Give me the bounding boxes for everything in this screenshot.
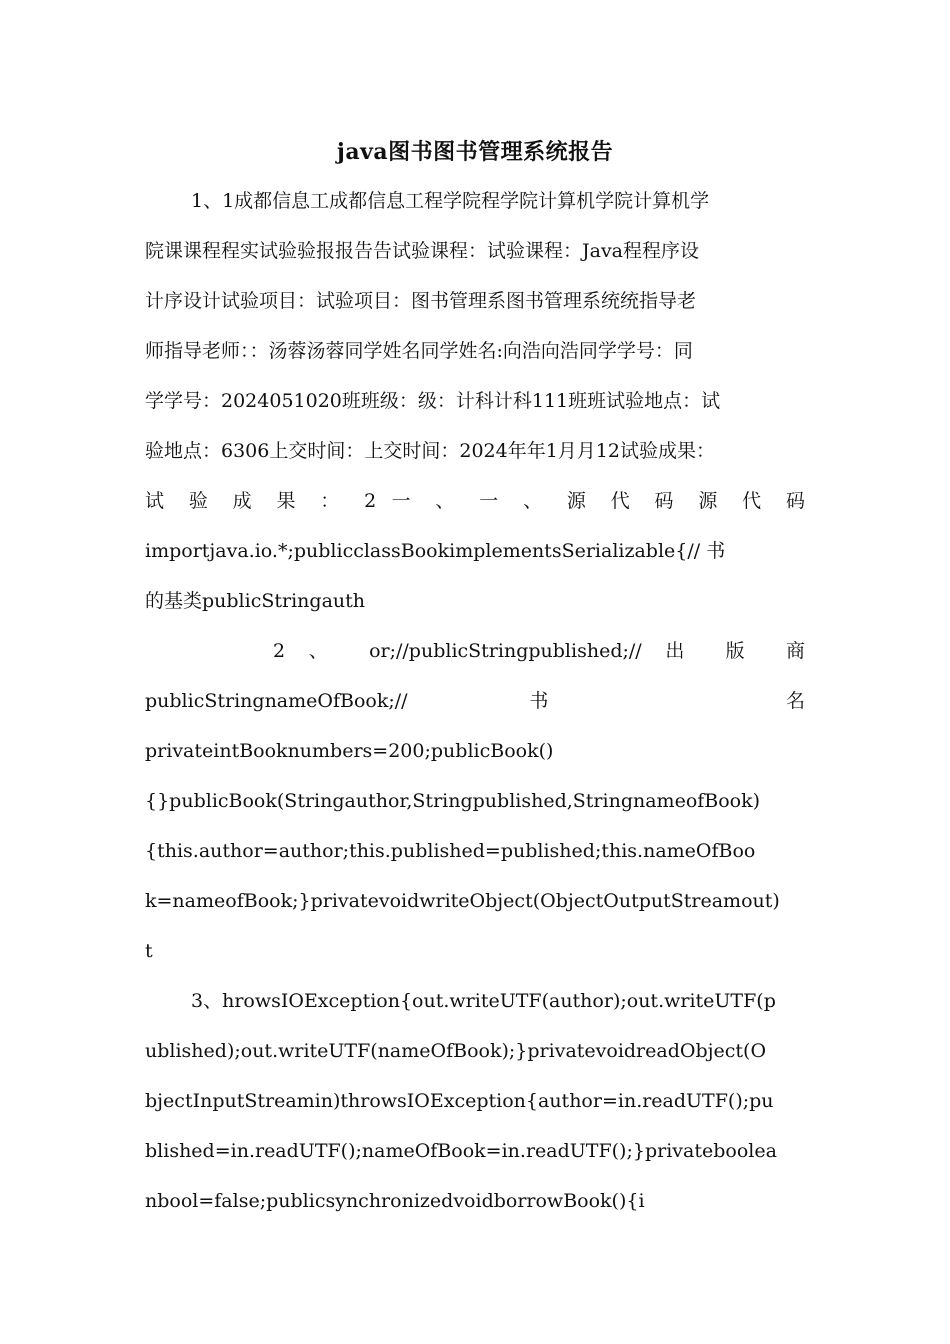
body-line: 师指导老师：：汤蓉汤蓉同学姓名同学姓名:向浩向浩同学学号：同 [145, 340, 693, 362]
code-line: nbool=false;publicsynchronizedvoidborrowBook(){i [145, 1190, 645, 1212]
code-line: ublished);out.writeUTF(nameOfBook);}privatevoidreadObject(O [145, 1040, 767, 1062]
code-line: blished=in.readUTF();nameOfBook=in.readUTF();}privateboolea [145, 1140, 777, 1162]
code-line: {this.author=author;this.published=published;this.nameOfBoo [145, 840, 756, 862]
document-title: java图书图书管理系统报告 [336, 139, 614, 165]
code-line: privateintBooknumbers=200;publicBook() [145, 740, 554, 762]
code-line: 3、hrowsIOException{out.writeUTF(author);out.writeUTF(p [191, 990, 776, 1012]
body-line: 1、1成都信息工成都信息工程学院程学院计算机学院计算机学 [191, 190, 710, 212]
code-line: 2 、 or;//publicStringpublished;// 出 版 商 [273, 640, 805, 662]
code-line: k=nameofBook;}privatevoidwriteObject(ObjectOutputStreamout) [145, 890, 780, 912]
body-line: 计序设计试验项目：试验项目：图书管理系图书管理系统统指导老 [145, 290, 697, 312]
body-line: 院课课程程实试验验报报告告试验课程：试验课程：Java程程序设 [145, 240, 700, 262]
code-line: bjectInputStreamin)throwsIOException{author=in.readUTF();pu [145, 1090, 774, 1112]
body-line: 验地点：6306上交时间：上交时间：2024年年1月月12试验成果： [145, 440, 715, 462]
body-line: 试 验 成 果 ： 2 一 、 一 、 源 代 码 源 代 码 [145, 490, 805, 512]
code-line: t [145, 940, 153, 962]
code-line: publicStringnameOfBook;// 书 名 [145, 690, 805, 712]
code-line: importjava.io.*;publicclassBookimplementsSerializable{// 书 [145, 540, 726, 562]
code-line: 的基类publicStringauth [145, 590, 366, 612]
code-line: {}publicBook(Stringauthor,Stringpublished,StringnameofBook) [145, 790, 761, 812]
body-line: 学学号：2024051020班班级：级：计科计科111班班试验地点：试 [145, 390, 721, 412]
